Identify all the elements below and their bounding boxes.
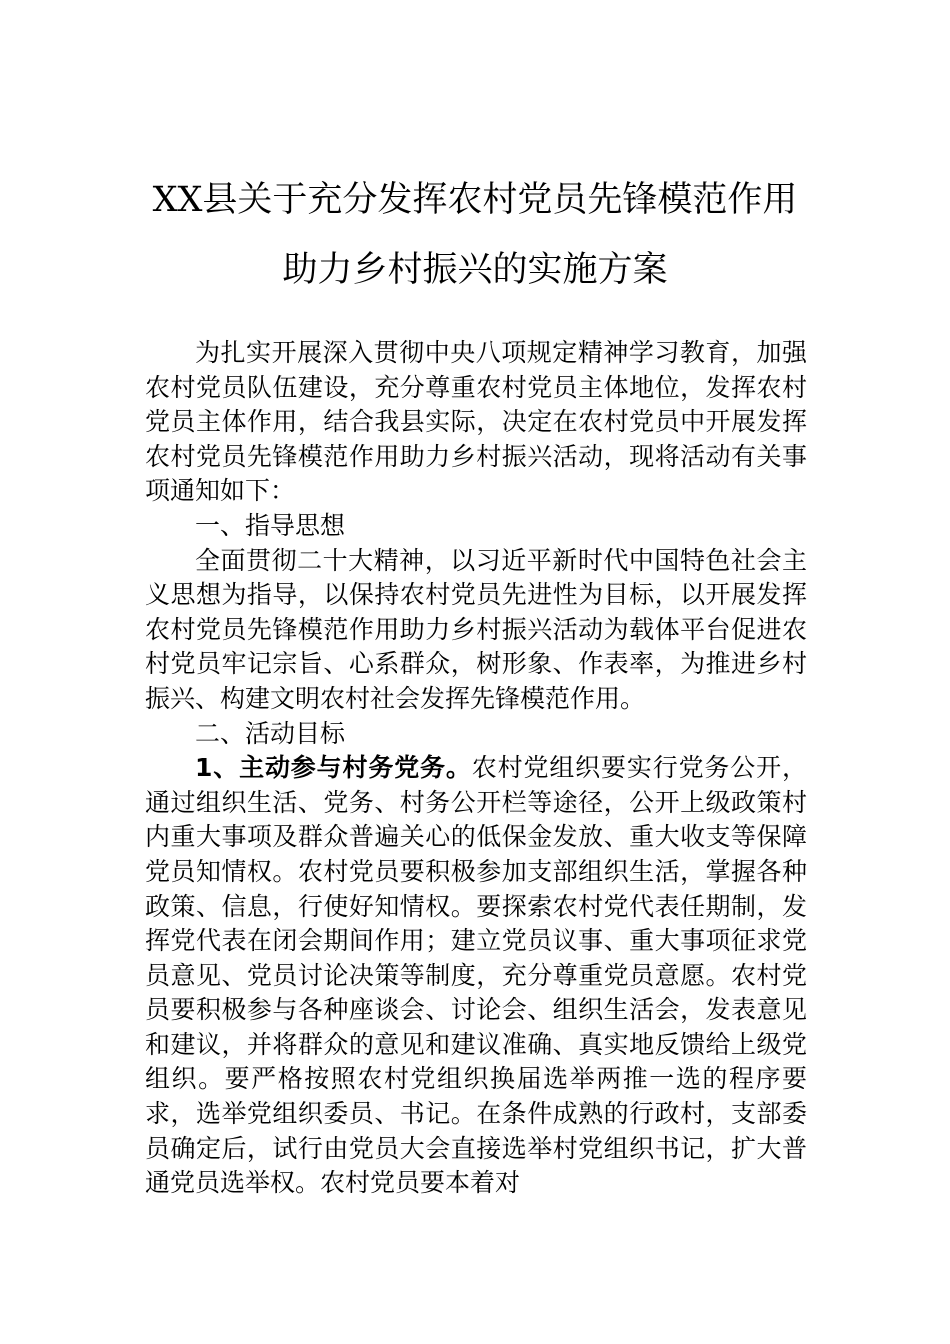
intro-paragraph: 为扎实开展深入贯彻中央八项规定精神学习教育，加强农村党员队伍建设，充分尊重农村党员主体地位，发挥农村党员主体作用，结合我县实际，决定在农村党员中开展发挥农村党员先锋模范作用助力乡村振兴活动，现将活动有关事项通知如下： bbox=[145, 338, 807, 506]
section-heading-activity-goals: 二、活动目标 bbox=[195, 718, 346, 748]
goal-item-1-title: 1、主动参与村务党务。 bbox=[195, 753, 472, 783]
guiding-ideology-paragraph: 全面贯彻二十大精神，以习近平新时代中国特色社会主义思想为指导，以保持农村党员先进性为目标，以开展发挥农村党员先锋模范作用助力乡村振兴活动为载体平台促进农村党员牢记宗旨、心系群众，树形象、作表率，为推进乡村振兴、构建文明农村社会发挥先锋模范作用。 bbox=[145, 545, 807, 713]
goal-item-1-text: 农村党组织要实行党务公开，通过组织生活、党务、村务公开栏等途径，公开上级政策村内重大事项及群众普遍关心的低保金发放、重大收支等保障党员知情权。农村党员要积极参加支部组织生活，掌握各种政策、信息，行使好知情权。要探索农村党代表任期制，发挥党代表在闭会期间作用；建立党员议事、重大事项征求党员意见、党员讨论决策等制度，充分尊重党员意愿。农村党员要积极参与各种座谈会、讨论会、组织生活会，发表意见和建议，并将群众的意见和建议准确、真实地反馈给上级党组织。要严格按照农村党组织换届选举两推一选的程序要求，选举党组织委员、书记。在条件成熟的行政村，支部委员确定后，试行由党员大会直接选举村党组织书记，扩大普通党员选举权。农村党员要本着对 bbox=[145, 753, 807, 1198]
document-title-line-1: XX县关于充分发挥农村党员先锋模范作用 bbox=[152, 180, 798, 220]
document-body bbox=[145, 336, 807, 1201]
section-heading-guiding-ideology: 一、指导思想 bbox=[195, 510, 346, 540]
document-title-line-2: 助力乡村振兴的实施方案 bbox=[282, 250, 668, 290]
goal-item-1-paragraph bbox=[145, 751, 807, 1201]
